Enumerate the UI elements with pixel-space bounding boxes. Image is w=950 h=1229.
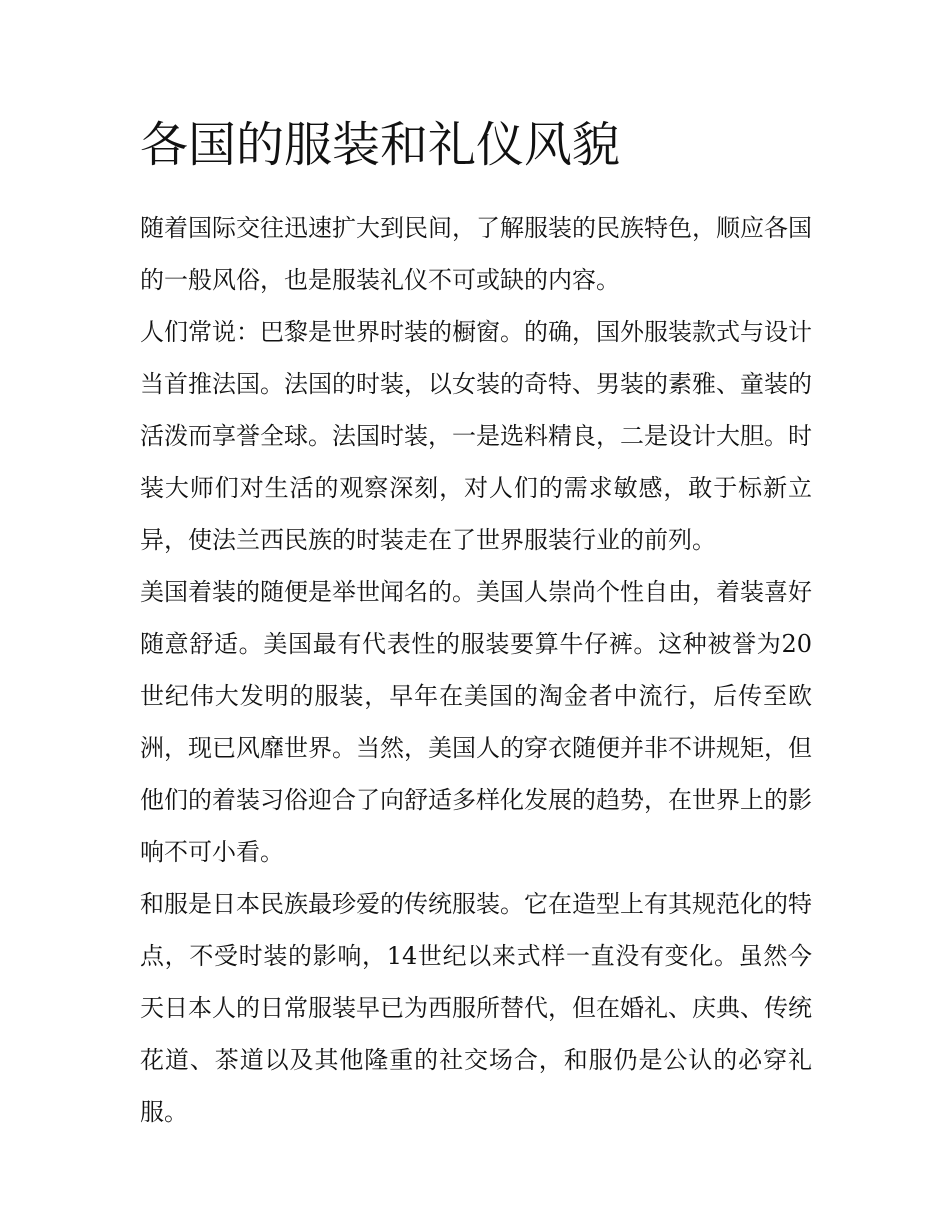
paragraph-japan: 和服是日本民族最珍爱的传统服装。它在造型上有其规范化的特点，不受时装的影响，14世纪以来式样一直没有变化。虽然今天日本人的日常服装早已为西服所替代，但在婚礼、庆典、传统花道、茶道以及其他隆重的社交场合，和服仍是公认的必穿礼服。 <box>140 890 812 1126</box>
document-body <box>140 110 812 1138</box>
paragraph-france: 人们常说：巴黎是世界时装的橱窗。的确，国外服装款式与设计当首推法国。法国的时装，以女装的奇特、男装的素雅、童装的活泼而享誉全球。法国时装，一是选料精良，二是设计大胆。时装大师们对生活的观察深刻，对人们的需求敏感，敢于标新立异，使法兰西民族的时装走在了世界服装行业的前列。 <box>140 318 812 554</box>
paragraph-intro: 随着国际交往迅速扩大到民间，了解服装的民族特色，顺应各国的一般风俗，也是服装礼仪不可或缺的内容。 <box>140 214 812 294</box>
paragraph-usa: 美国着装的随便是举世闻名的。美国人崇尚个性自由，着装喜好随意舒适。美国最有代表性的服装要算牛仔裤。这种被誉为20世纪伟大发明的服装，早年在美国的淘金者中流行，后传至欧洲，现已风靡世界。当然，美国人的穿衣随便并非不讲规矩，但他们的着装习俗迎合了向舒适多样化发展的趋势，在世界上的影响不可小看。 <box>140 578 812 866</box>
page-title: 各国的服装和礼仪风貌 <box>140 117 621 173</box>
